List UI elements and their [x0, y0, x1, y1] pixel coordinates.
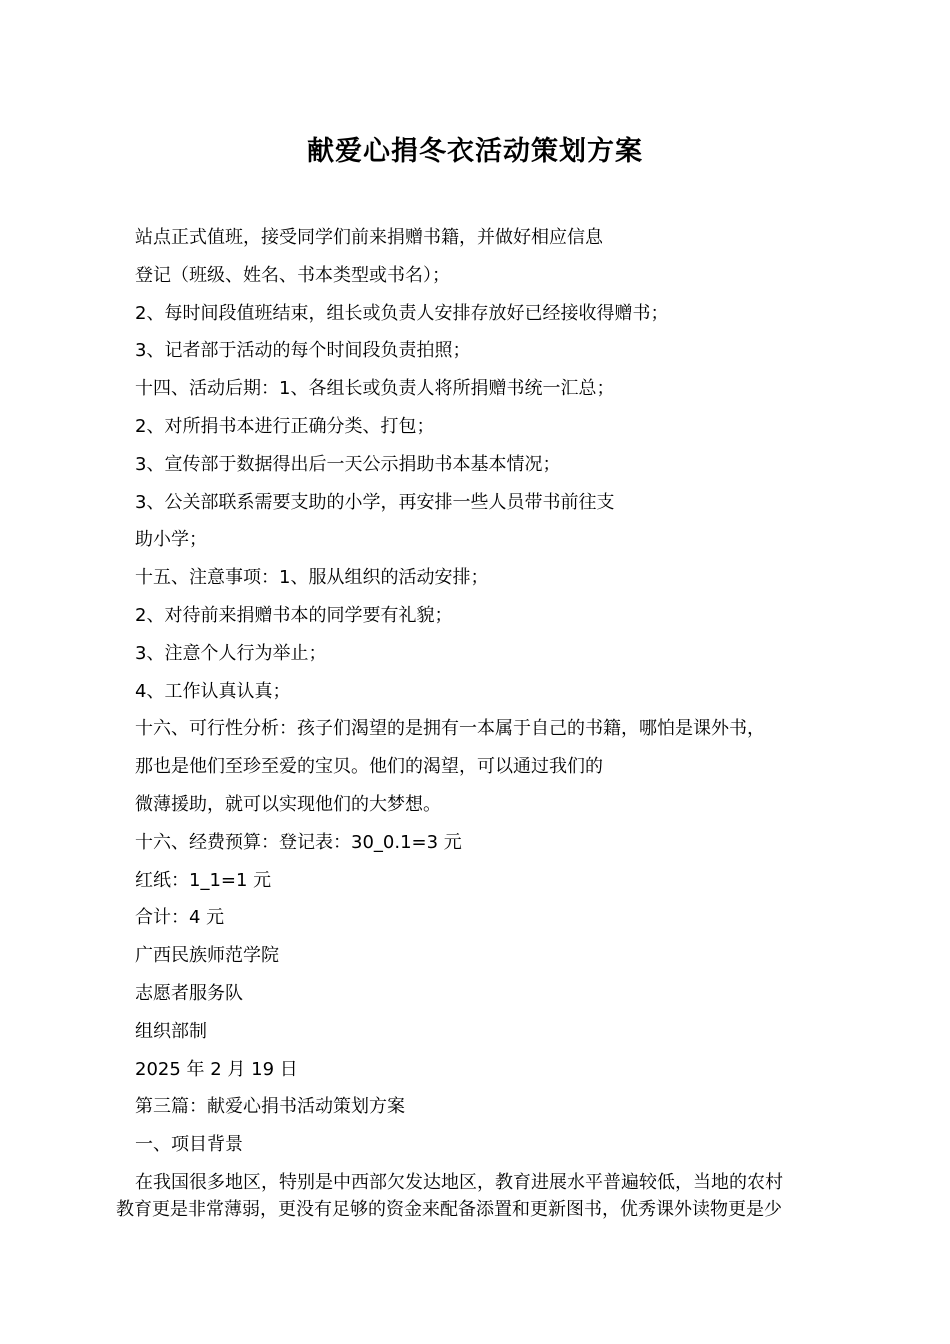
text-line: 2、对所捐书本进行正确分类、打包； [135, 415, 435, 437]
text-line: 志愿者服务队 [135, 982, 243, 1004]
text-line: 登记（班级、姓名、书本类型或书名）； [135, 264, 450, 286]
document-title: 献爱心捐冬衣活动策划方案 [307, 136, 643, 167]
text-line: 2、对待前来捐赠书本的同学要有礼貌； [135, 604, 453, 626]
text-line: 一、项目背景 [135, 1134, 243, 1156]
text-line: 十六、经费预算：登记表：30_0.1=3 元 [135, 831, 462, 853]
text-line: 那也是他们至珍至爱的宝贝。他们的渴望，可以通过我们的 [135, 756, 603, 778]
text-line: 微薄援助，就可以实现他们的大梦想。 [135, 793, 441, 815]
text-line: 十五、注意事项：1、服从组织的活动安排； [135, 567, 489, 589]
text-line: 2025 年 2 月 19 日 [135, 1058, 298, 1080]
text-line: 教育更是非常薄弱，更没有足够的资金来配备添置和更新图书，优秀课外读物更是少 [116, 1199, 782, 1220]
text-line: 十六、可行性分析：孩子们渴望的是拥有一本属于自己的书籍，哪怕是课外书， [135, 718, 765, 740]
text-line: 3、注意个人行为举止； [135, 642, 327, 664]
text-line: 3、宣传部于数据得出后一天公示捐助书本基本情况； [135, 453, 561, 475]
text-line: 广西民族师范学院 [135, 945, 279, 967]
text-line: 在我国很多地区，特别是中西部欠发达地区，教育进展水平普遍较低，当地的农村 [135, 1171, 783, 1193]
text-line: 3、公关部联系需要支助的小学，再安排一些人员带书前往支 [135, 491, 615, 513]
text-line: 十四、活动后期：1、各组长或负责人将所捐赠书统一汇总； [135, 378, 615, 400]
text-line: 4、工作认真认真； [135, 680, 291, 702]
text-line: 助小学； [135, 529, 207, 551]
text-line: 3、记者部于活动的每个时间段负责拍照； [135, 340, 471, 362]
text-line: 组织部制 [135, 1020, 207, 1042]
text-line: 第三篇：献爱心捐书活动策划方案 [135, 1096, 405, 1118]
text-line: 合计：4 元 [135, 907, 225, 929]
text-line: 站点正式值班，接受同学们前来捐赠书籍，并做好相应信息 [135, 227, 603, 248]
document-body [135, 219, 855, 1202]
text-line: 2、每时间段值班结束，组长或负责人安排存放好已经接收得赠书； [135, 302, 669, 324]
text-line: 红纸：1_1=1 元 [135, 869, 272, 891]
